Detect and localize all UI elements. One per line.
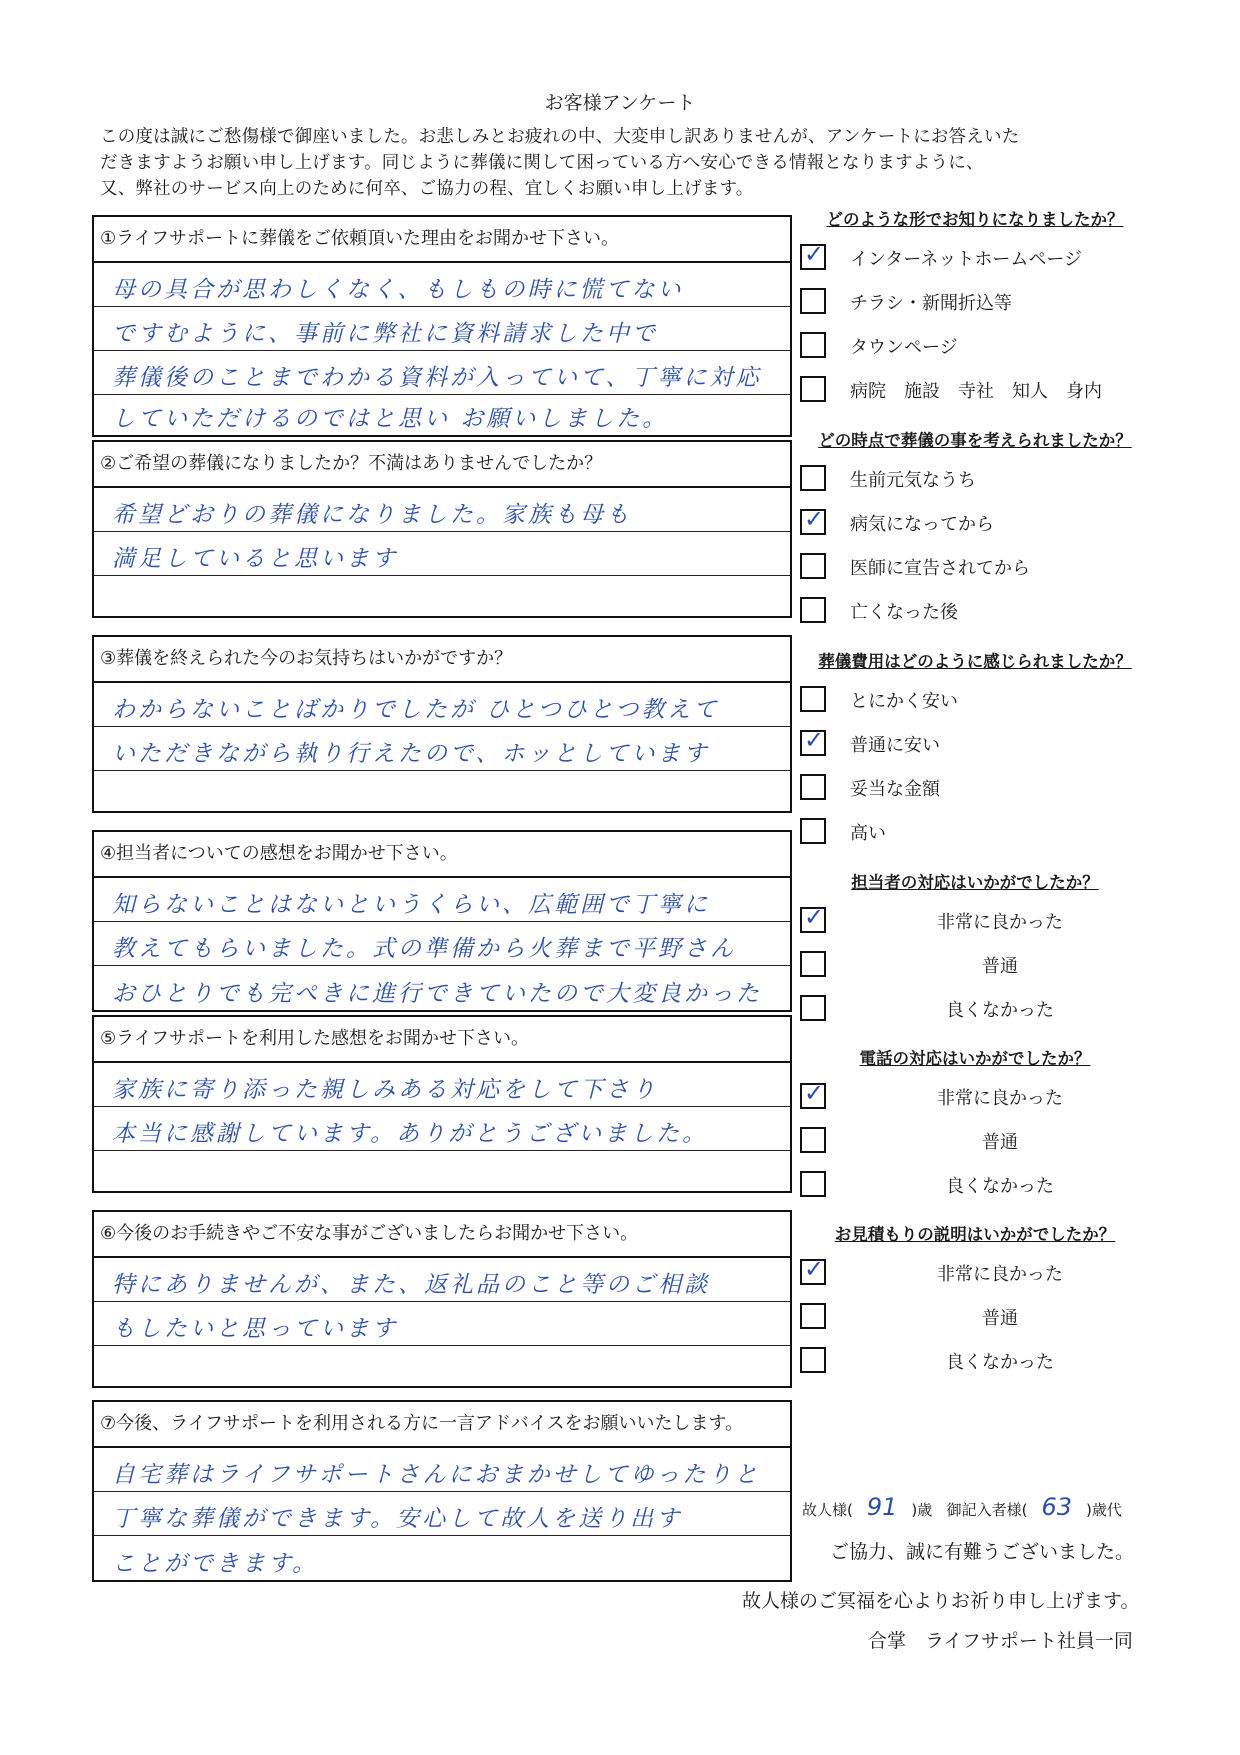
- answer-line[interactable]: [94, 532, 790, 576]
- option-label: 医師に宣告されてから: [850, 558, 1030, 579]
- choice-section: [800, 867, 1150, 1031]
- age-fields: [802, 1493, 1122, 1521]
- option-label: 生前元気なうち: [850, 470, 976, 491]
- handwritten-answer: していただけるのではと思い お願いしました。: [112, 406, 669, 432]
- choice-option[interactable]: [800, 899, 1150, 943]
- intro-text: [100, 124, 1160, 202]
- answer-line[interactable]: [94, 1063, 790, 1107]
- answer-line[interactable]: [94, 1492, 790, 1536]
- handwritten-answer: ですむように、事前に弊社に資料請求した中で: [112, 321, 658, 347]
- question-label: ⑦今後、ライフサポートを利用される方に一言アドバイスをお願いいたします。: [94, 1402, 790, 1448]
- deceased-age-value[interactable]: 91: [866, 1493, 898, 1521]
- checkbox[interactable]: [800, 505, 826, 535]
- checkbox[interactable]: [800, 1255, 826, 1285]
- answer-line[interactable]: [94, 1302, 790, 1346]
- check-mark-icon: ✓: [804, 903, 825, 931]
- checkbox[interactable]: [800, 1347, 826, 1373]
- answer-line[interactable]: [94, 263, 790, 307]
- question-label: ⑥今後のお手続きやご不安な事がございましたらお聞かせ下さい。: [94, 1212, 790, 1258]
- handwritten-answer: 母の具合が思わしくなく、もしもの時に慌てない: [112, 277, 684, 303]
- checkbox[interactable]: [800, 1171, 826, 1197]
- handwritten-answer: 本当に感謝しています。ありがとうございました。: [112, 1121, 709, 1147]
- answer-line[interactable]: [94, 683, 790, 727]
- option-label: 高い: [850, 823, 886, 844]
- question-box: [92, 440, 792, 618]
- answer-line[interactable]: [94, 771, 790, 811]
- option-label: 良くなかった: [946, 1176, 1054, 1197]
- answer-line[interactable]: [94, 1151, 790, 1191]
- choice-option[interactable]: [800, 1119, 1150, 1163]
- checkbox[interactable]: [800, 995, 826, 1021]
- question-box: [92, 1210, 792, 1388]
- writer-age-value[interactable]: 63: [1041, 1493, 1072, 1521]
- choice-heading: お見積もりの説明はいかがでしたか？: [834, 1225, 1116, 1244]
- question-box: [92, 1015, 792, 1193]
- check-mark-icon: ✓: [804, 240, 825, 268]
- handwritten-answer: わからないことばかりでしたが ひとつひとつ教えて: [112, 697, 720, 723]
- checkbox[interactable]: [800, 1127, 826, 1153]
- checkbox[interactable]: [800, 332, 826, 358]
- checkbox[interactable]: [800, 686, 826, 712]
- question-label: ③葬儀を終えられた今のお気持ちはいかがですか？: [94, 637, 790, 683]
- check-mark-icon: ✓: [804, 1255, 825, 1283]
- choice-option[interactable]: [800, 324, 1150, 368]
- choice-option[interactable]: [800, 722, 1150, 766]
- checkbox[interactable]: [800, 288, 826, 314]
- answer-line[interactable]: [94, 488, 790, 532]
- handwritten-answer: 希望どおりの葬儀になりました。家族も母も: [112, 502, 632, 528]
- choice-heading: どのような形でお知りになりましたか？: [826, 210, 1124, 229]
- choice-option[interactable]: [800, 368, 1150, 412]
- option-label: 非常に良かった: [937, 912, 1063, 933]
- choice-option[interactable]: [800, 810, 1150, 854]
- option-label: インターネットホームページ: [850, 249, 1083, 270]
- answer-line[interactable]: [94, 1536, 790, 1580]
- answer-line[interactable]: [94, 1107, 790, 1151]
- handwritten-answer: おひとりでも完ぺきに進行できていたので大変良かった: [112, 981, 762, 1007]
- deceased-age-label: 故人様(: [802, 1501, 853, 1519]
- writer-age-suffix: )歳代: [1085, 1501, 1122, 1519]
- check-mark-icon: ✓: [804, 1079, 825, 1107]
- option-label: 妥当な金額: [850, 779, 940, 800]
- choice-heading: 担当者の対応はいかがでしたか？: [851, 873, 1099, 892]
- checkbox[interactable]: [800, 903, 826, 933]
- answer-line[interactable]: [94, 727, 790, 771]
- check-mark-icon: ✓: [804, 726, 825, 754]
- question-label: ④担当者についての感想をお聞かせ下さい。: [94, 832, 790, 878]
- option-label: 非常に良かった: [937, 1264, 1063, 1285]
- handwritten-answer: 特にありませんが、また、返礼品のこと等のご相談: [112, 1272, 710, 1298]
- question-label: ②ご希望の葬儀になりましたか？不満はありませんでしたか？: [94, 442, 790, 488]
- choice-option[interactable]: [800, 766, 1150, 810]
- option-label: 病院 施設 寺社 知人 身内: [850, 381, 1102, 402]
- handwritten-answer: いただきながら執り行えたので、ホッとしています: [112, 741, 710, 767]
- choice-option[interactable]: [800, 1251, 1150, 1295]
- question-label: ①ライフサポートに葬儀をご依頼頂いた理由をお聞かせ下さい。: [94, 217, 790, 263]
- writer-age-label: 御記入者様(: [946, 1501, 1028, 1519]
- check-mark-icon: ✓: [804, 505, 825, 533]
- answer-line[interactable]: [94, 1448, 790, 1492]
- handwritten-answer: 家族に寄り添った親しみある対応をして下さり: [112, 1077, 658, 1103]
- prayer-message: 故人様のご冥福を心よりお祈り申し上げます。: [742, 1590, 1140, 1612]
- question-box: [92, 1400, 792, 1582]
- choice-option[interactable]: [800, 1163, 1150, 1207]
- handwritten-answer: ことができます。: [112, 1551, 319, 1577]
- choice-option[interactable]: [800, 280, 1150, 324]
- intro-line: この度は誠にご愁傷様で御座いました。お悲しみとお疲れの中、大変申し訳ありませんが、アンケートにお答えいた: [100, 127, 1020, 147]
- checkbox[interactable]: [800, 240, 826, 270]
- choice-option[interactable]: [800, 589, 1150, 633]
- choice-option[interactable]: [800, 987, 1150, 1031]
- option-label: 病気になってから: [850, 514, 994, 535]
- choice-heading: どの時点で葬儀の事を考えられましたか？: [818, 431, 1132, 450]
- intro-line: 又、弊社のサービス向上のために何卒、ご協力の程、宜しくお願い申し上げます。: [100, 179, 754, 199]
- handwritten-answer: 葬儀後のことまでわかる資料が入っていて、丁寧に対応: [112, 365, 762, 391]
- answer-line[interactable]: [94, 307, 790, 351]
- answer-line[interactable]: [94, 1346, 790, 1386]
- handwritten-answer: 丁寧な葬儀ができます。安心して故人を送り出す: [112, 1506, 683, 1532]
- checkbox[interactable]: [800, 1303, 826, 1329]
- option-label: タウンページ: [850, 337, 958, 358]
- handwritten-answer: 教えてもらいました。式の準備から火葬まで平野さん: [112, 936, 736, 962]
- question-box: [92, 830, 792, 1012]
- answer-line[interactable]: [94, 576, 790, 616]
- checkbox[interactable]: [800, 553, 826, 579]
- checkbox[interactable]: [800, 465, 826, 491]
- option-label: 亡くなった後: [850, 602, 958, 623]
- answer-line[interactable]: [94, 351, 790, 395]
- checkbox[interactable]: [800, 818, 826, 844]
- choice-option[interactable]: [800, 678, 1150, 722]
- choice-option[interactable]: [800, 1295, 1150, 1339]
- choice-option[interactable]: [800, 1075, 1150, 1119]
- handwritten-answer: 自宅葬はライフサポートさんにおまかせしてゆったりと: [112, 1462, 761, 1488]
- option-label: 普通に安い: [850, 735, 940, 756]
- choice-section: [800, 1043, 1150, 1207]
- choice-option[interactable]: [800, 943, 1150, 987]
- page-title: お客様アンケート: [544, 92, 696, 114]
- choice-section: [800, 1219, 1150, 1383]
- answer-line[interactable]: [94, 966, 790, 1010]
- choice-section: [800, 425, 1150, 633]
- choice-heading: 葬儀費用はどのように感じられましたか？: [818, 652, 1132, 671]
- choice-option[interactable]: [800, 501, 1150, 545]
- signature: 合掌 ライフサポート社員一同: [868, 1630, 1133, 1652]
- choice-option[interactable]: [800, 236, 1150, 280]
- option-label: とにかく安い: [850, 691, 958, 712]
- choice-section: [800, 646, 1150, 854]
- checkbox[interactable]: [800, 597, 826, 623]
- option-label: 良くなかった: [946, 1352, 1054, 1373]
- choice-section: [800, 204, 1150, 412]
- choice-option[interactable]: [800, 1339, 1150, 1383]
- answer-line[interactable]: [94, 1258, 790, 1302]
- option-label: 普通: [982, 1308, 1018, 1329]
- checkbox[interactable]: [800, 726, 826, 756]
- answer-line[interactable]: [94, 395, 790, 435]
- intro-line: だきますようお願い申し上げます。同じように葬儀に関して困っている方へ安心できる情報となりますように、: [100, 153, 984, 173]
- option-label: 普通: [982, 956, 1018, 977]
- checkbox[interactable]: [800, 951, 826, 977]
- handwritten-answer: 満足していると思います: [112, 546, 398, 572]
- checkbox[interactable]: [800, 376, 826, 402]
- option-label: 非常に良かった: [937, 1088, 1063, 1109]
- question-label: ⑤ライフサポートを利用した感想をお聞かせ下さい。: [94, 1017, 790, 1063]
- option-label: 普通: [982, 1132, 1018, 1153]
- answer-line[interactable]: [94, 922, 790, 966]
- answer-line[interactable]: [94, 878, 790, 922]
- handwritten-answer: 知らないことはないというくらい、広範囲で丁寧に: [112, 892, 710, 918]
- question-box: [92, 215, 792, 437]
- choice-heading: 電話の対応はいかがでしたか？: [859, 1049, 1091, 1068]
- choice-option[interactable]: [800, 457, 1150, 501]
- handwritten-answer: もしたいと思っています: [112, 1316, 398, 1342]
- choice-option[interactable]: [800, 545, 1150, 589]
- checkbox[interactable]: [800, 1079, 826, 1109]
- checkbox[interactable]: [800, 774, 826, 800]
- thanks-message: ご協力、誠に有難うございました。: [830, 1541, 1135, 1563]
- option-label: チラシ・新聞折込等: [850, 293, 1012, 314]
- question-box: [92, 635, 792, 813]
- option-label: 良くなかった: [946, 1000, 1054, 1021]
- deceased-age-suffix: )歳: [911, 1501, 933, 1519]
